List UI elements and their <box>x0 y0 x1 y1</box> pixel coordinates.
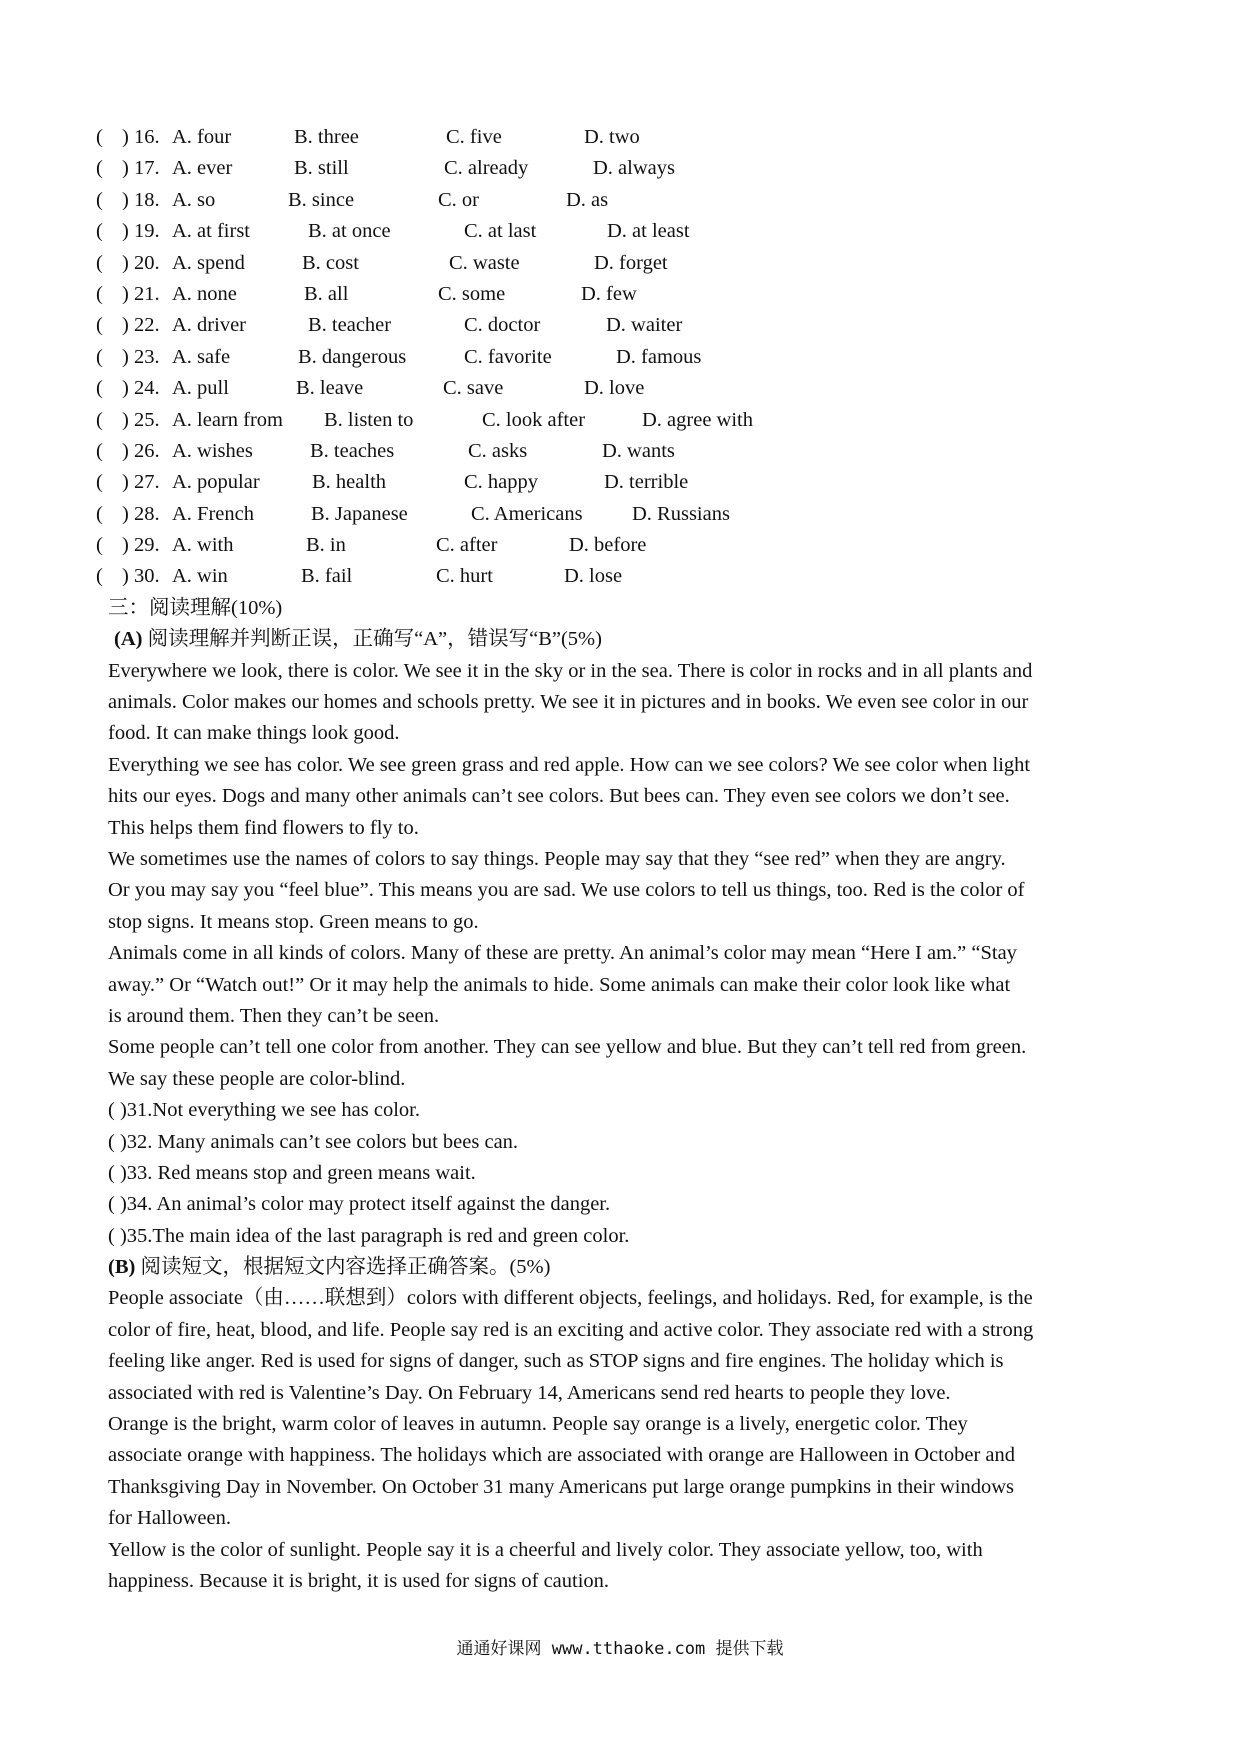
option-a: A. learn from <box>172 408 283 431</box>
option-a: A. so <box>172 188 216 211</box>
passage-line: Yellow is the color of sunlight. People say it is a cheerful and lively color. They associate yellow, too, with <box>108 1538 983 1561</box>
answer-blank[interactable]: ( <box>96 126 103 148</box>
section-heading: 三：阅读理解(10%) <box>108 596 283 619</box>
judgment-item: ( )33. Red means stop and green means wait. <box>108 1161 476 1184</box>
judgment-item: ( )35.The main idea of the last paragraph is red and green color. <box>108 1224 630 1247</box>
option-d: D. before <box>569 534 647 557</box>
passage-line: We say these people are color-blind. <box>108 1067 406 1090</box>
answer-blank[interactable]: ( <box>96 251 103 274</box>
question-number: ) 23. <box>122 345 160 368</box>
option-b: B. dangerous <box>298 345 407 368</box>
option-b: B. three <box>294 126 359 148</box>
answer-blank[interactable]: ( <box>96 188 103 211</box>
question-number: ) 19. <box>122 220 160 243</box>
option-d: D. terrible <box>604 471 689 494</box>
passage-line: Animals come in all kinds of colors. Many of these are pretty. An animal’s color may mean “Here I am.” “Stay <box>108 942 1017 965</box>
question-number: ) 26. <box>122 439 160 462</box>
passage-line: Everything we see has color. We see green grass and red apple. How can we see colors? We see color when light <box>108 753 1031 776</box>
passage-line: People associate（由……联想到）colors with different objects, feelings, and holidays. Red, for example, is the <box>108 1287 1033 1310</box>
part-b-label: (B) <box>108 1256 136 1279</box>
passage-line: Or you may say you “feel blue”. This means you are sad. We use colors to tell us things, too. Red is the color of <box>108 879 1025 902</box>
option-c: C. favorite <box>464 345 552 368</box>
answer-blank[interactable]: ( <box>96 282 103 305</box>
question-row <box>96 122 1138 153</box>
option-a: A. at first <box>172 220 250 243</box>
passage-line: Some people can’t tell one color from another. They can see yellow and blue. But they can’t tell red from green. <box>108 1036 1027 1059</box>
question-number: ) 16. <box>122 126 160 148</box>
passage-line: Thanksgiving Day in November. On October 31 many Americans put large orange pumpkins in their windows <box>108 1475 1015 1498</box>
option-d: D. two <box>584 126 640 148</box>
answer-blank[interactable]: ( <box>96 157 103 180</box>
option-a: A. four <box>172 126 232 148</box>
option-b: B. cost <box>302 251 359 274</box>
option-c: C. after <box>436 534 498 557</box>
option-d: D. famous <box>616 345 702 368</box>
option-b: B. still <box>294 157 349 180</box>
passage-b <box>108 1283 1138 1597</box>
option-a: A. French <box>172 502 254 525</box>
answer-blank[interactable]: ( <box>96 314 103 337</box>
question-number: ) 25. <box>122 408 160 431</box>
option-b: B. teacher <box>308 314 392 337</box>
question-row <box>96 248 1138 279</box>
question-row <box>96 153 1138 184</box>
passage-line: for Halloween. <box>108 1507 231 1530</box>
answer-blank[interactable]: ( <box>96 439 103 462</box>
passage-line: happiness. Because it is bright, it is used for signs of caution. <box>108 1569 610 1592</box>
answer-blank[interactable]: ( <box>96 220 103 243</box>
question-row <box>96 467 1138 498</box>
option-a: A. popular <box>172 471 260 494</box>
option-b: B. listen to <box>324 408 414 431</box>
passage-line: This helps them find flowers to fly to. <box>108 816 419 839</box>
option-c: C. look after <box>482 408 586 431</box>
option-d: D. at least <box>607 220 690 243</box>
option-a: A. win <box>172 565 228 588</box>
option-d: D. lose <box>564 565 623 588</box>
choice-question-list <box>96 122 1138 593</box>
part-b-instruction <box>108 1252 1138 1283</box>
question-row <box>96 342 1138 373</box>
option-a: A. ever <box>172 157 233 180</box>
option-c: C. Americans <box>471 502 583 525</box>
part-a-instruction <box>108 624 1138 655</box>
option-d: D. agree with <box>642 408 753 431</box>
option-b: B. all <box>304 282 349 305</box>
option-b: B. leave <box>296 377 364 400</box>
judgment-item: ( )34. An animal’s color may protect itself against the danger. <box>108 1193 611 1216</box>
question-number: ) 24. <box>122 377 160 400</box>
option-c: C. five <box>446 126 502 148</box>
question-number: ) 27. <box>122 471 160 494</box>
option-c: C. hurt <box>436 565 493 588</box>
option-b: B. health <box>312 471 387 494</box>
question-row <box>96 436 1138 467</box>
question-row <box>96 279 1138 310</box>
passage-line: is around them. Then they can’t be seen. <box>108 1004 440 1027</box>
option-c: C. already <box>444 157 529 180</box>
passage-line: stop signs. It means stop. Green means to go. <box>108 910 479 933</box>
question-row <box>96 499 1138 530</box>
option-a: A. with <box>172 534 234 557</box>
passage-line: food. It can make things look good. <box>108 722 400 745</box>
answer-blank[interactable]: ( <box>96 565 103 588</box>
passage-line: Everywhere we look, there is color. We see it in the sky or in the sea. There is color in rocks and in all plants and <box>108 659 1033 682</box>
question-row <box>96 310 1138 341</box>
part-a-label: (A) <box>114 628 143 651</box>
option-a: A. none <box>172 282 237 305</box>
option-b: B. in <box>306 534 346 557</box>
answer-blank[interactable]: ( <box>96 502 103 525</box>
part-b-text: 阅读短文，根据短文内容选择正确答案。(5%) <box>135 1256 551 1279</box>
passage-a <box>108 656 1138 1095</box>
passage-line: away.” Or “Watch out!” Or it may help the animals to hide. Some animals can make their color look like what <box>108 973 1011 996</box>
question-number: ) 22. <box>122 314 160 337</box>
option-b: B. Japanese <box>311 502 408 525</box>
option-b: B. at once <box>308 220 391 243</box>
judgment-list <box>108 1095 1138 1252</box>
option-c: C. or <box>438 188 479 211</box>
passage-line: We sometimes use the names of colors to say things. People may say that they “see red” when they are angry. <box>108 847 1006 870</box>
answer-blank[interactable]: ( <box>96 408 103 431</box>
question-number: ) 20. <box>122 251 160 274</box>
question-number: ) 18. <box>122 188 160 211</box>
question-row <box>96 530 1138 561</box>
passage-line: Orange is the bright, warm color of leaves in autumn. People say orange is a lively, energetic color. They <box>108 1413 968 1436</box>
question-number: ) 17. <box>122 157 160 180</box>
exam-page <box>96 122 1138 1597</box>
answer-blank[interactable]: ( <box>96 377 103 400</box>
passage-line: feeling like anger. Red is used for signs of danger, such as STOP signs and fire engines. The holiday which is <box>108 1350 1004 1373</box>
option-a: A. safe <box>172 345 231 368</box>
option-a: A. wishes <box>172 439 253 462</box>
option-c: C. doctor <box>464 314 541 337</box>
passage-line: hits our eyes. Dogs and many other animals can’t see colors. But bees can. They even see colors we don’t see. <box>108 785 1010 808</box>
question-number: ) 21. <box>122 282 160 305</box>
option-c: C. waste <box>449 251 520 274</box>
option-d: D. waiter <box>606 314 683 337</box>
judgment-item: ( )31.Not everything we see has color. <box>108 1099 420 1122</box>
passage-line: color of fire, heat, blood, and life. People say red is an exciting and active color. They associate red with a strong <box>108 1318 1034 1341</box>
question-number: ) 30. <box>122 565 160 588</box>
option-b: B. teaches <box>310 439 395 462</box>
question-row <box>96 561 1138 592</box>
option-a: A. driver <box>172 314 247 337</box>
option-d: D. as <box>566 188 609 211</box>
question-row <box>96 373 1138 404</box>
option-c: C. save <box>443 377 504 400</box>
page-footer: 通通好课网 www.tthaoke.com 提供下载 <box>456 1639 784 1659</box>
answer-blank[interactable]: ( <box>96 534 103 557</box>
part-a-text: 阅读理解并判断正误，正确写“A”，错误写“B”(5%) <box>142 628 602 651</box>
option-a: A. spend <box>172 251 245 274</box>
option-d: D. Russians <box>632 502 730 525</box>
question-row <box>96 216 1138 247</box>
option-d: D. few <box>581 282 637 305</box>
option-c: C. at last <box>464 220 537 243</box>
option-d: D. always <box>593 157 675 180</box>
question-number: ) 28. <box>122 502 160 525</box>
option-b: B. since <box>288 188 355 211</box>
option-d: D. love <box>584 377 645 400</box>
option-d: D. forget <box>594 251 668 274</box>
option-d: D. wants <box>602 439 675 462</box>
option-a: A. pull <box>172 377 229 400</box>
answer-blank[interactable]: ( <box>96 471 103 494</box>
judgment-item: ( )32. Many animals can’t see colors but bees can. <box>108 1130 519 1153</box>
passage-line: associate orange with happiness. The holidays which are associated with orange are Halloween in October and <box>108 1444 1016 1467</box>
answer-blank[interactable]: ( <box>96 345 103 368</box>
option-c: C. some <box>438 282 506 305</box>
question-row <box>96 185 1138 216</box>
option-c: C. asks <box>468 439 528 462</box>
option-b: B. fail <box>301 565 353 588</box>
question-number: ) 29. <box>122 534 160 557</box>
option-c: C. happy <box>464 471 539 494</box>
passage-line: animals. Color makes our homes and schools pretty. We see it in pictures and in books. We even see color in our <box>108 691 1029 714</box>
passage-line: associated with red is Valentine’s Day. On February 14, Americans send red hearts to people they love. <box>108 1381 951 1404</box>
question-row <box>96 405 1138 436</box>
